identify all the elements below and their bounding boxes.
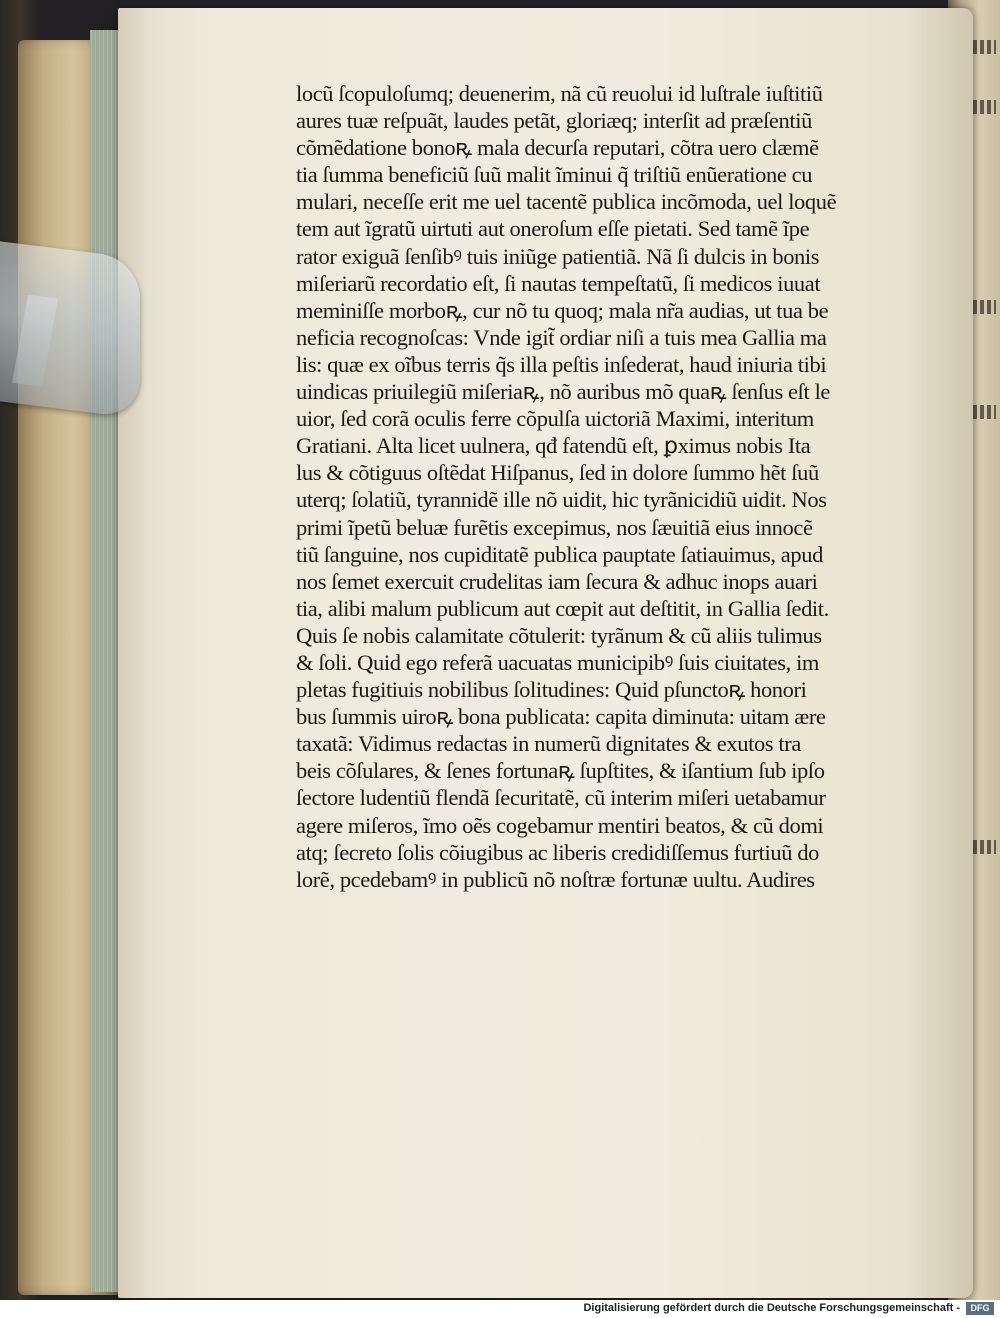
text-line: rator exiguã ſenſibꝰ tuis iniũge patientiã. Nã ſi dulcis in bonis [296, 243, 820, 269]
text-line: Quis ſe nobis calamitate cõtulerit: tyrãnum & cũ aliis tulimus [296, 622, 822, 648]
text-line: ſectore ludentiũ flendã ſecuritatẽ, cũ interim miſeri uetabamur [296, 785, 826, 811]
page-text-block [296, 80, 901, 893]
text-line: cõmẽdatione bonoꝶ mala decurſa reputari, cõtra uero clæmẽ [296, 135, 819, 161]
footer-bar [0, 1300, 1000, 1318]
glass-highlight [12, 295, 58, 387]
text-line: aures tuæ reſpuãt, laudes petãt, gloriæq; interſit ad præſentiũ [296, 108, 812, 134]
text-line: lus & cõtiguus oſtẽdat Hiſpanus, ſed in dolore ſummo hẽt ſuũ [296, 460, 819, 486]
text-line: tia ſumma beneficiũ ſuũ malit ĩminui q̃ triſtiũ enũeratione cu [296, 162, 813, 188]
text-line: uior, ſed corã oculis ferre cõpulſa uictoriã Maximi, interitum [296, 406, 814, 432]
text-line: beis cõſulares, & ſenes fortunaꝶ ſupſtites, & iſantium ſub ipſo [296, 758, 825, 784]
text-line: tem aut ĩgratũ uirtuti aut oneroſum eſſe pietati. Sed tamẽ ĩpe [296, 216, 810, 242]
funding-credit: Digitalisierung gefördert durch die Deutsche Forschungsgemeinschaft - [583, 1302, 960, 1314]
text-line: mulari, neceſſe erit me uel tacentẽ publica incõmoda, uel loquẽ [296, 189, 837, 215]
text-line: uterq; ſolatiũ, tyrannidẽ ille nõ uidit, hic tyrãnicidiũ uidit. Nos [296, 487, 827, 513]
text-line: pletas fugitiuis nobilibus ſolitudines: Quid pſunctoꝶ honori [296, 677, 807, 703]
text-line: bus ſummis uiroꝶ bona publicata: capita diminuta: uitam ære [296, 704, 826, 730]
text-line: & ſoli. Quid ego referã uacuatas municipibꝰ ſuis ciuitates, im [296, 649, 820, 675]
text-line: neficia recognoſcas: Vnde igit̃ ordiar niſi a tuis mea Gallia ma [296, 324, 827, 350]
text-line: atq; ſecreto ſolis cõiugibus ac liberis credidiſſemus furtiuũ do [296, 839, 820, 865]
text-line: agere miſeros, ĩmo oẽs cogebamur mentiri beatos, & cũ domi [296, 812, 824, 838]
book-page [118, 8, 973, 1298]
text-line: lis: quæ ex oĩbus terris q̃s illa peſtis inſederat, haud iniuria tibi [296, 351, 827, 377]
text-line: uindicas priuilegiũ miſeriaꝶ, nõ auribus mõ quaꝶ ſenſus eſt le [296, 379, 831, 405]
text-line: primi ĩpetũ beluæ furẽtis excepimus, nos ſæuitiã eius innocẽ [296, 514, 813, 540]
text-line: tia, alibi malum publicum aut cœpit aut deſtitit, in Gallia ſedit. [296, 595, 829, 621]
text-line: taxatã: Vidimus redactas in numerũ dignitates & exutos tra [296, 731, 801, 757]
text-line: miſeriarũ recordatio eſt, ſi nautas tempeſtatũ, ſi medicos iuuat [296, 270, 821, 296]
text-line: nos ſemet exercuit crudelitas iam ſecura & adhuc inops auari [296, 568, 818, 594]
text-line: meminiſſe morboꝶ, cur nõ tu quoq; mala nr̃a audias, ut tua be [296, 297, 829, 323]
text-line: locũ ſcopuloſumq; deuenerim, nã cũ reuolui id luſtrale iuſtitiũ [296, 81, 823, 106]
text-line: tiũ ſanguine, nos cupiditatẽ publica pauptate ſatiauimus, apud [296, 541, 823, 567]
text-line: lorẽ, pcedebamꝰ in publicũ nõ noſtræ fortunæ uultu. Audires [296, 866, 815, 892]
text-line: Gratiani. Alta licet uulnera, qđ fatendũ eſt, ꝑximus nobis Ita [296, 433, 811, 459]
dfg-logo: DFG [966, 1302, 994, 1315]
glass-page-holder [0, 241, 140, 418]
